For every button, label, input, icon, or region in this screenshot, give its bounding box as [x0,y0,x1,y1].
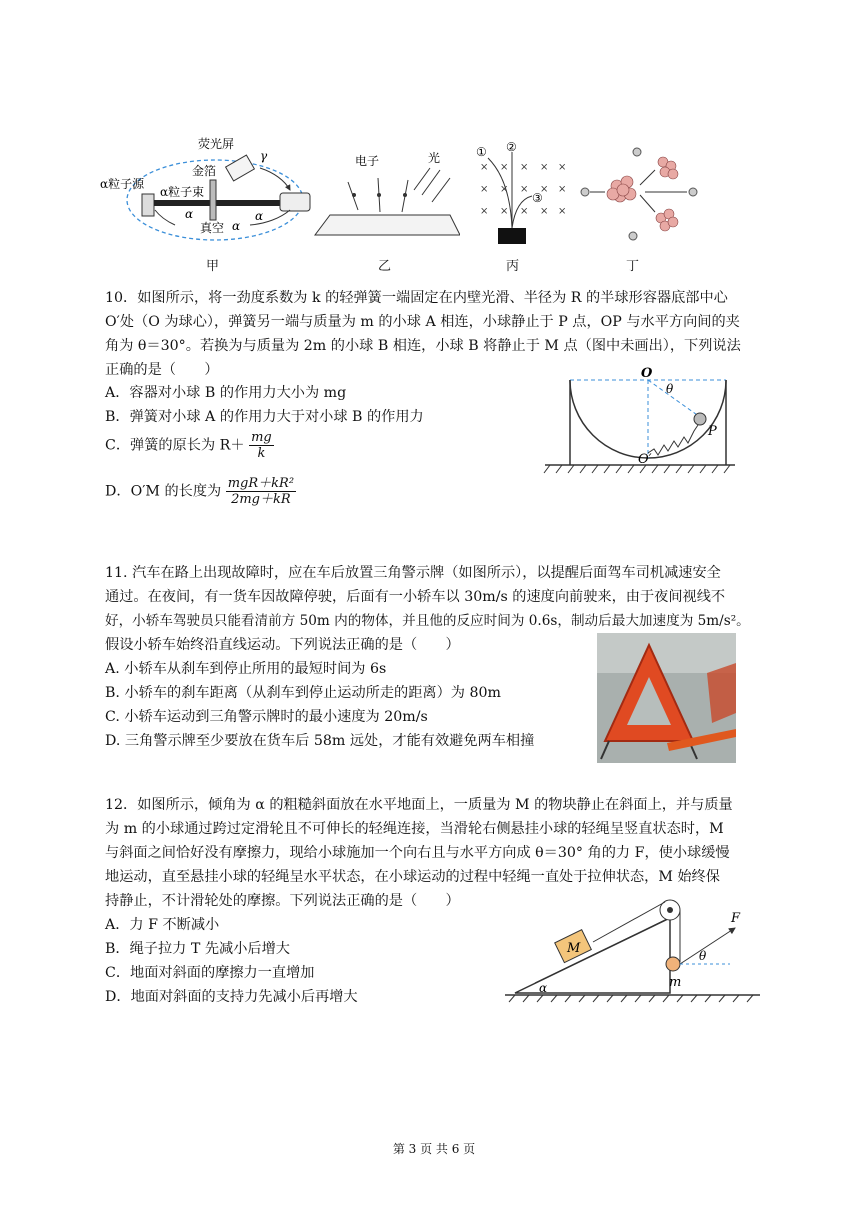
svg-text:真空: 真空 [200,221,225,235]
page-number: 第 3 页 共 6 页 [392,1142,476,1156]
svg-text:②: ② [506,140,517,154]
q12-option-a[interactable]: A．力 F 不断减小 [105,917,220,933]
q10-option-b[interactable]: B．弹簧对小球 A 的作用力大于对小球 B 的作用力 [105,409,424,425]
svg-text:α: α [185,207,194,221]
svg-text:③: ③ [532,191,543,205]
caption-ding: 丁 [626,259,640,274]
q10-line-1: 10．如图所示，将一劲度系数为 k 的轻弹簧一端固定在内壁光滑、半径为 R 的半球形容器底部中心 [105,290,728,306]
q12-line-5: 持静止，不计滑轮处的摩擦。下列说法正确的是（ ） [105,893,460,909]
svg-text:×: × [500,162,509,173]
figure-bing [470,140,570,250]
figure-yi [310,140,460,240]
svg-text:M: M [567,941,581,956]
q11-warning-triangle-photo [597,633,736,763]
q10-figure [540,365,740,480]
q11-option-b[interactable]: B. 小轿车的刹车距离（从刹车到停止运动所走的距离）为 80m [105,685,501,701]
svg-text:×: × [540,184,549,195]
q10-option-c-fraction: $\frac{mg}{k}$ [251,430,272,461]
q11-line-2: 通过。在夜间，有一货车因故障停驶，后面有一小轿车以 30m/s 的速度向前驶来，由于夜间视线不 [105,589,726,605]
q11-option-c[interactable]: C. 小轿车运动到三角警示牌时的最小速度为 20m/s [105,709,428,725]
q12-option-b[interactable]: B．绳子拉力 T 先减小后增大 [105,941,290,957]
q11-line-4: 假设小轿车始终沿直线运动。下列说法正确的是（ ） [105,637,460,653]
svg-text:电子: 电子 [355,154,380,168]
svg-text:α: α [255,209,264,223]
svg-text:①: ① [476,145,487,159]
svg-text:α粒子源: α粒子源 [100,177,145,191]
caption-bing: 丙 [506,259,520,274]
svg-text:×: × [480,162,489,173]
svg-text:α: α [232,219,241,233]
q10-option-c[interactable] [105,430,274,461]
q12-line-1: 12．如图所示，倾角为 α 的粗糙斜面放在水平地面上，一质量为 M 的物块静止在斜面上，并与质量 [105,797,733,813]
q10-line-4: 正确的是（ ） [105,362,219,378]
svg-text:荧光屏: 荧光屏 [198,137,235,151]
q12-option-d[interactable]: D．地面对斜面的支持力先减小后再增大 [105,989,358,1005]
svg-text:θ: θ [666,382,674,396]
svg-text:×: × [480,184,489,195]
q10-line-2: O′处（O 为球心），弹簧另一端与质量为 m 的小球 A 相连，小球静止于 P 点，OP 与水平方向间的夹 [105,314,740,330]
q12-line-2: 为 m 的小球通过跨过定滑轮且不可伸长的轻绳连接，当滑轮右侧悬挂小球的轻绳呈竖直状态时，M [105,821,724,837]
svg-text:m: m [669,975,682,990]
svg-text:×: × [558,162,567,173]
svg-text:O′: O′ [638,452,652,467]
svg-text:F: F [731,911,741,926]
svg-text:×: × [500,206,509,217]
svg-text:×: × [558,206,567,217]
q10-option-d-fraction: $\frac{\text{mgR＋kR²}}{2mg+kR}$ [227,476,295,507]
q10-option-d[interactable] [105,476,296,507]
q11-line-3: 好，小轿车驾驶员只能看清前方 50m 内的物体，并且他的反应时间为 0.6s，制动后最大加速度为 5m/s²。 [105,613,750,629]
q10-option-a[interactable]: A．容器对小球 B 的作用力大小为 mg [105,385,347,401]
svg-text:×: × [520,206,529,217]
svg-text:α: α [539,981,548,995]
svg-text:θ: θ [699,949,707,963]
q11-line-1: 11. 汽车在路上出现故障时，应在车后放置三角警示牌（如图所示），以提醒后面驾车司机减速安全 [105,565,721,581]
svg-text:×: × [500,184,509,195]
svg-text:×: × [480,206,489,217]
svg-text:O: O [641,366,653,381]
svg-text:光: 光 [428,151,441,165]
q10-option-d-label: D．O′M 的长度为 [105,483,222,500]
caption-yi: 乙 [378,259,392,274]
svg-text:金箔: 金箔 [192,164,217,178]
svg-text:×: × [540,206,549,217]
svg-text:×: × [540,162,549,173]
svg-text:×: × [520,184,529,195]
caption-jia: 甲 [206,259,220,274]
svg-text:×: × [558,184,567,195]
figure-jia [100,130,320,270]
svg-text:P: P [708,424,717,439]
q10-option-c-label: C．弹簧的原长为 R＋ [105,437,245,454]
q12-option-c[interactable]: C．地面对斜面的摩擦力一直增加 [105,965,315,981]
svg-text:α粒子束: α粒子束 [160,185,205,199]
svg-text:×: × [520,162,529,173]
q12-line-4: 地运动，直至悬挂小球的轻绳呈水平状态，在小球运动的过程中轻绳一直处于拉伸状态，M 始终保 [105,869,720,885]
figure-ding [575,140,705,250]
q12-figure [505,888,765,1003]
q11-option-a[interactable]: A. 小轿车从刹车到停止所用的最短时间为 6s [105,661,387,677]
q12-line-3: 与斜面之间恰好没有摩擦力，现给小球施加一个向右且与水平方向成 θ＝30° 角的力 F，使小球缓慢 [105,845,730,861]
q11-option-d[interactable]: D. 三角警示牌至少要放在货车后 58m 远处，才能有效避免两车相撞 [105,733,535,749]
svg-text:γ: γ [260,149,268,163]
q10-line-3: 角为 θ＝30°。若换为与质量为 2m 的小球 B 相连，小球 B 将静止于 M 点（图中未画出），下列说法 [105,338,741,354]
